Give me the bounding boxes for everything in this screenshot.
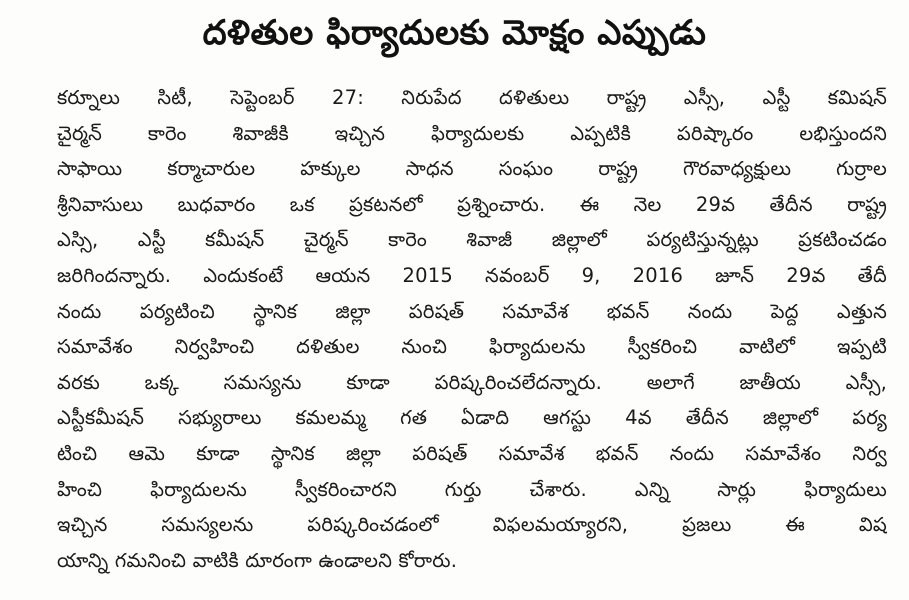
article-line: హించి ఫిర్యాదులను స్వీకరించారని గుర్తు చేశారు. ఎన్ని సార్లు ఫిర్యాదులు <box>57 477 887 501</box>
article-line: సాఫాయి కర్మాచారుల హక్కుల సాధన సంఘం రాష్ట్ర గౌరవాధ్యక్షులు గుర్రాల <box>57 157 887 181</box>
headline: దళితుల ఫిర్యాదులకు మోక్షం ఎప్పుడు <box>202 13 707 53</box>
article-line: వరకు ఒక్క సమస్యను కూడా పరిష్కరించలేదన్నారు. అలాగే జాతీయ ఎస్సీ, <box>57 370 887 394</box>
article-line: నందు పర్యటించి స్థానిక జిల్లా పరిషత్ సమావేశ భవన్ నందు పెద్ద ఎత్తున <box>57 299 887 323</box>
article-line: యాన్ని గమనించి వాటికి దూరంగా ఉండాలని కోరారు. <box>57 548 458 572</box>
article-line: ఎస్టీకమీషన్ సభ్యురాలు కమలమ్మ గత ఏడాది ఆగస్టు 4వ తేదీన జిల్లాలో పర్య <box>57 406 887 430</box>
article-line: సమావేశం నిర్వహించి దళితుల నుంచి ఫిర్యాదులను స్వీకరించి వాటిలో ఇప్పటి <box>57 335 887 359</box>
article-body <box>57 80 887 578</box>
article-line: ఎస్సి, ఎస్టీ కమీషన్ చైర్మన్ కారెం శివాజీ జిల్లాలో పర్యటిస్తున్నట్లు ప్రకటించడం <box>57 228 887 252</box>
article-line: కర్నూలు సిటీ, సెప్టెంబర్ 27: నిరుపేద దళితులు రాష్ట్ర ఎస్సీ, ఎస్టీ కమిషన్ <box>57 86 887 109</box>
article-line: జరిగిందన్నారు. ఎందుకంటే ఆయన 2015 నవంబర్ 9, 2016 జూన్ 29వ తేదీ <box>57 263 887 287</box>
article-line: టించి ఆమె కూడా స్థానిక జిల్లా పరిషత్ సమావేశ భవన్ నందు సమావేశం నిర్వ <box>57 441 887 465</box>
article-line: ఇచ్చిన సమస్యలను పరిష్కరించడంలో విఫలమయ్యారని, ప్రజలు ఈ విష <box>57 513 887 537</box>
article-line: శ్రీనివాసులు బుధవారం ఒక ప్రకటనలో ప్రశ్నించారు. ఈ నెల 29వ తేదీన రాష్ట్ర <box>57 192 887 216</box>
article-line: చైర్మన్ కారెం శివాజీకి ఇచ్చిన ఫిర్యాదులకు ఎప్పటికి పరిష్కారం లభిస్తుందని <box>57 121 887 145</box>
